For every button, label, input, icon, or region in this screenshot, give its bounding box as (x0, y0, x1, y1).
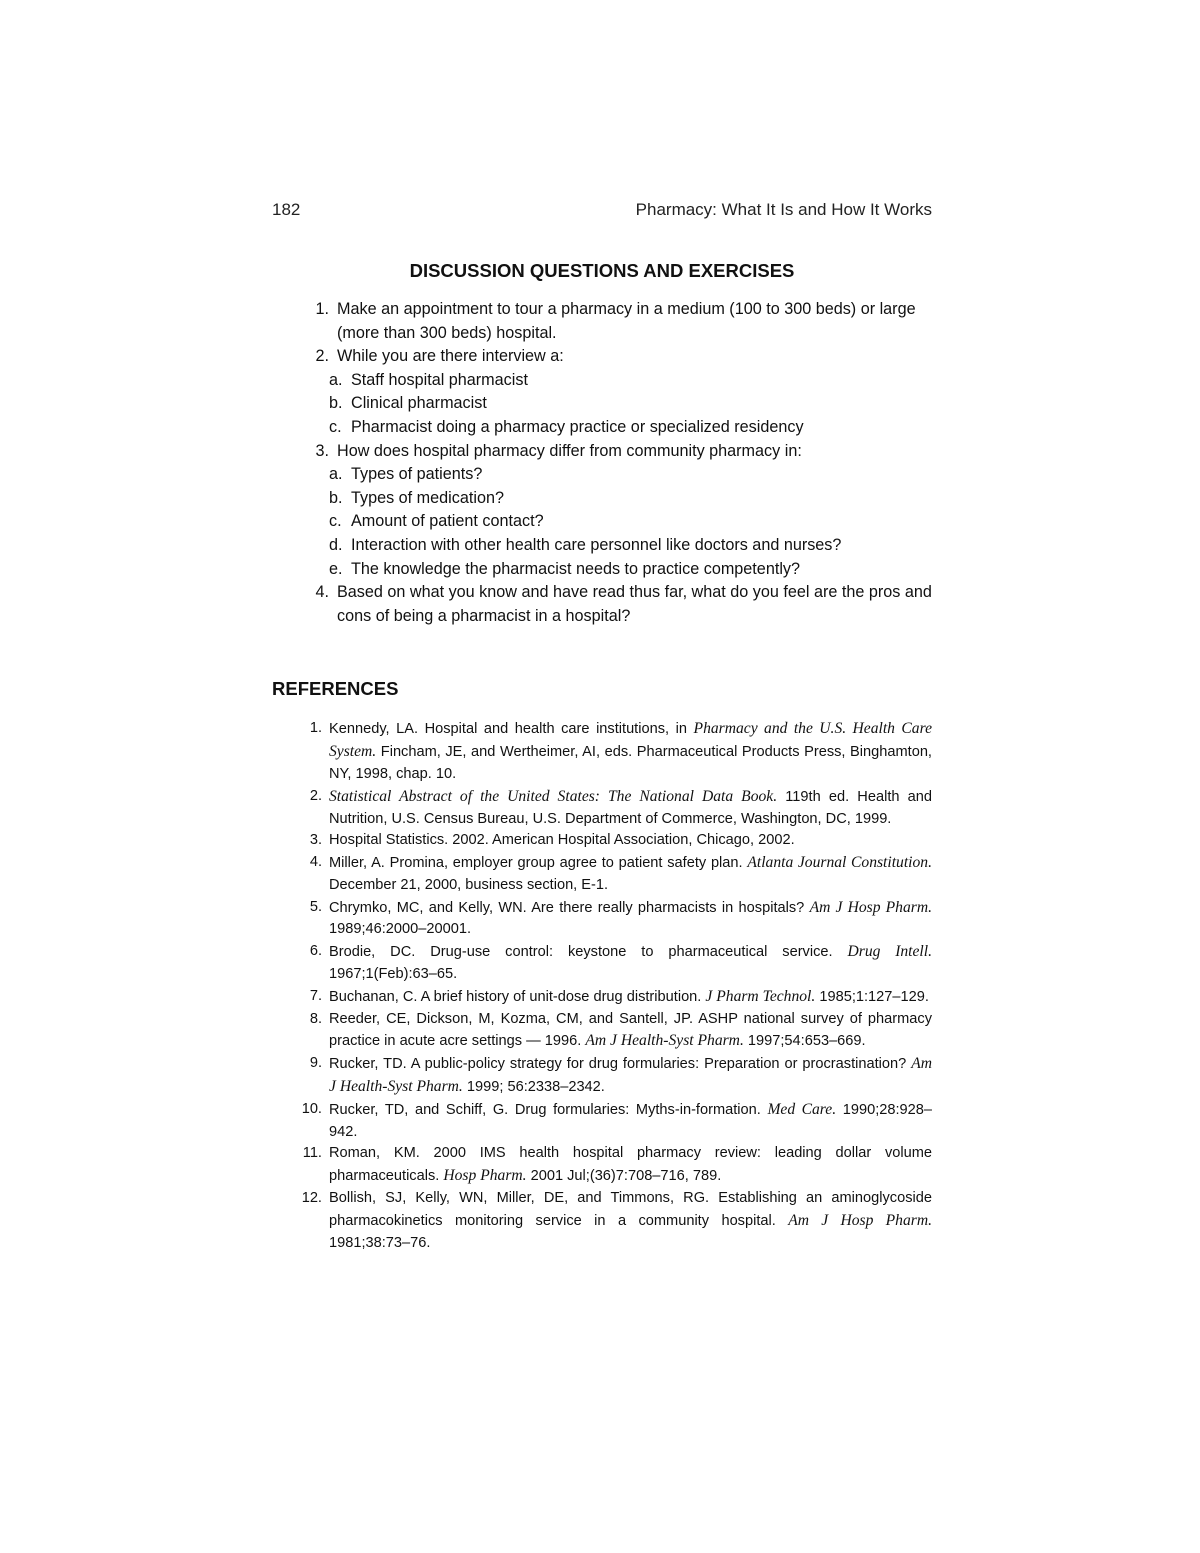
reference-text (329, 1009, 932, 1054)
reference-text-part: Hospital Statistics. 2002. American Hospital Association, Chicago, 2002. (329, 832, 795, 849)
reference-text-part: Reeder, CE, Dickson, M, Kozma, CM, and Santell, JP. ASHP national survey of pharmacy practice in acute acre settings — 1996. (329, 1010, 932, 1050)
reference-text-part: Chrymko, MC, and Kelly, WN. Are there really pharmacists in hospitals? (329, 899, 810, 916)
reference-number: 12. (301, 1190, 322, 1207)
reference-text (329, 941, 932, 986)
subitem-letter: b. (329, 488, 343, 507)
reference-text-part: Buchanan, C. A brief history of unit-dose drug distribution. (329, 988, 706, 1005)
reference-text (329, 852, 932, 897)
reference-text-part: 1985;1:127–129. (815, 988, 929, 1005)
reference-text (329, 897, 932, 942)
reference-source-title: Statistical Abstract of the United States: The National Data Book. (329, 787, 778, 805)
reference-text (329, 1099, 932, 1144)
reference-text (329, 1188, 932, 1254)
reference-text-part: 1981;38:73–76. (329, 1234, 431, 1251)
question-subitem (272, 558, 932, 582)
subitem-letter: e. (329, 559, 343, 578)
reference-source-title: Am J Hosp Pharm. (788, 1211, 932, 1229)
reference-text-part: Brodie, DC. Drug-use control: keystone to pharmaceutical service. (329, 944, 848, 961)
question-subitem (272, 369, 932, 393)
reference-text-part: 2001 Jul;(36)7:708–716, 789. (526, 1168, 722, 1185)
reference-text (329, 718, 932, 785)
subitem-text: Staff hospital pharmacist (351, 370, 528, 389)
reference-text (329, 986, 932, 1009)
subitem-text: Types of patients? (351, 465, 483, 484)
subitem-letter: a. (329, 465, 343, 484)
book-page (272, 200, 932, 1254)
reference-source-title: Drug Intell. (847, 943, 933, 961)
reference-item (272, 986, 932, 1009)
reference-number: 3. (309, 832, 322, 849)
question-number: 1. (315, 300, 329, 318)
discussion-title: DISCUSSION QUESTIONS AND EXERCISES (409, 260, 795, 281)
question-text: While you are there interview a: (337, 347, 564, 366)
question-subitem (272, 416, 932, 440)
reference-source-title: Am J Health-Syst Pharm. (329, 1055, 932, 1096)
question-number: 2. (315, 347, 329, 366)
subitem-text: Interaction with other health care personnel like doctors and nurses? (351, 535, 842, 554)
reference-source-title: Atlanta Journal Constitution. (747, 854, 933, 872)
question-subitem (272, 510, 932, 534)
reference-text (329, 1143, 932, 1188)
question-subitem (272, 487, 932, 511)
reference-text-part: 1999; 56:2338–2342. (462, 1079, 605, 1096)
reference-number: 10. (301, 1100, 322, 1117)
question-text: Make an appointment to tour a pharmacy in a medium (100 to 300 beds) or large (more than 300 beds) hospital. (337, 300, 916, 342)
question-number: 4. (315, 583, 329, 602)
reference-text-part: 1967;1(Feb):63–65. (329, 966, 458, 983)
subitem-text: Clinical pharmacist (351, 394, 487, 413)
reference-item (272, 786, 932, 831)
reference-source-title: Am J Hosp Pharm. (809, 898, 932, 916)
subitem-text: Amount of patient contact? (351, 512, 544, 531)
reference-source-title: Am J Health-Syst Pharm. (585, 1032, 744, 1050)
reference-number: 6. (309, 943, 322, 960)
reference-text-part: Fincham, JE, and Wertheimer, AI, eds. Pharmaceutical Products Press, Binghamton, NY, 1998, chap. 10. (329, 744, 932, 782)
question-number: 3. (315, 441, 329, 460)
reference-source-title: Pharmacy and the U.S. Health Care System. (329, 720, 932, 761)
reference-number: 4. (309, 854, 322, 871)
subitem-letter: a. (329, 370, 343, 389)
reference-text-part: 1997;54:653–669. (743, 1033, 866, 1050)
question-item (272, 440, 932, 464)
reference-number: 7. (309, 987, 322, 1004)
reference-item (272, 830, 932, 852)
reference-number: 1. (309, 720, 322, 737)
references-title: REFERENCES (272, 678, 399, 700)
reference-item (272, 941, 932, 986)
question-item (272, 581, 932, 628)
reference-source-title: Hosp Pharm. (443, 1167, 527, 1185)
subitem-text: Types of medication? (351, 488, 504, 507)
reference-item (272, 1188, 932, 1254)
reference-text (329, 830, 932, 852)
subitem-text: The knowledge the pharmacist needs to practice competently? (351, 559, 801, 578)
reference-text-part: 1990;28:928–942. (329, 1101, 933, 1140)
reference-text-part: Miller, A. Promina, employer group agree to patient safety plan. (329, 855, 748, 872)
question-subitem (272, 392, 932, 416)
reference-text (329, 1053, 932, 1099)
reference-text-part: 1989;46:2000–20001. (329, 921, 472, 938)
page-number: 182 (272, 200, 301, 219)
references-list (272, 718, 932, 1254)
reference-source-title: J Pharm Technol. (705, 987, 816, 1005)
reference-text-part: Rucker, TD. A public-policy strategy for drug formularies: Preparation or procrastination? (329, 1056, 912, 1073)
reference-text-part: Bollish, SJ, Kelly, WN, Miller, DE, and Timmons, RG. Establishing an aminoglycoside pharmacokinetics monitoring service in a community hospital. (329, 1190, 932, 1229)
discussion-list (272, 298, 932, 628)
reference-source-title: Med Care. (767, 1100, 837, 1118)
question-text: Based on what you know and have read thus far, what do you feel are the pros and cons of being a pharmacist in a hospital? (337, 583, 932, 625)
subitem-letter: c. (329, 512, 342, 531)
question-subitem (272, 463, 932, 487)
reference-item (272, 897, 932, 942)
reference-item (272, 1053, 932, 1099)
question-text: How does hospital pharmacy differ from community pharmacy in: (337, 441, 802, 460)
reference-text-part: Rucker, TD, and Schiff, G. Drug formularies: Myths-in-formation. (329, 1101, 768, 1118)
reference-number: 5. (309, 898, 322, 915)
subitem-letter: b. (329, 394, 343, 413)
reference-text (329, 786, 932, 831)
question-item (272, 345, 932, 369)
reference-number: 9. (309, 1055, 322, 1072)
reference-number: 11. (302, 1145, 322, 1162)
question-item (272, 298, 932, 345)
question-subitem (272, 534, 932, 558)
reference-number: 2. (309, 787, 322, 804)
page-header (272, 200, 932, 220)
subitem-letter: d. (329, 535, 343, 554)
subitem-text: Pharmacist doing a pharmacy practice or specialized residency (351, 417, 804, 436)
running-title: Pharmacy: What It Is and How It Works (635, 200, 932, 219)
reference-item (272, 1143, 932, 1188)
reference-text-part: Kennedy, LA. Hospital and health care institutions, in (329, 721, 694, 738)
reference-item (272, 1099, 932, 1144)
reference-item (272, 718, 932, 785)
reference-text-part: Roman, KM. 2000 IMS health hospital pharmacy review: leading dollar volume pharmaceuticals. (329, 1145, 932, 1185)
subitem-letter: c. (329, 417, 342, 436)
reference-item (272, 1009, 932, 1054)
reference-item (272, 852, 932, 897)
reference-text-part: December 21, 2000, business section, E-1. (329, 876, 609, 893)
reference-number: 8. (309, 1010, 322, 1027)
reference-text-part: 119th ed. Health and Nutrition, U.S. Census Bureau, U.S. Department of Commerce, Washington, DC, 1999. (329, 788, 932, 827)
